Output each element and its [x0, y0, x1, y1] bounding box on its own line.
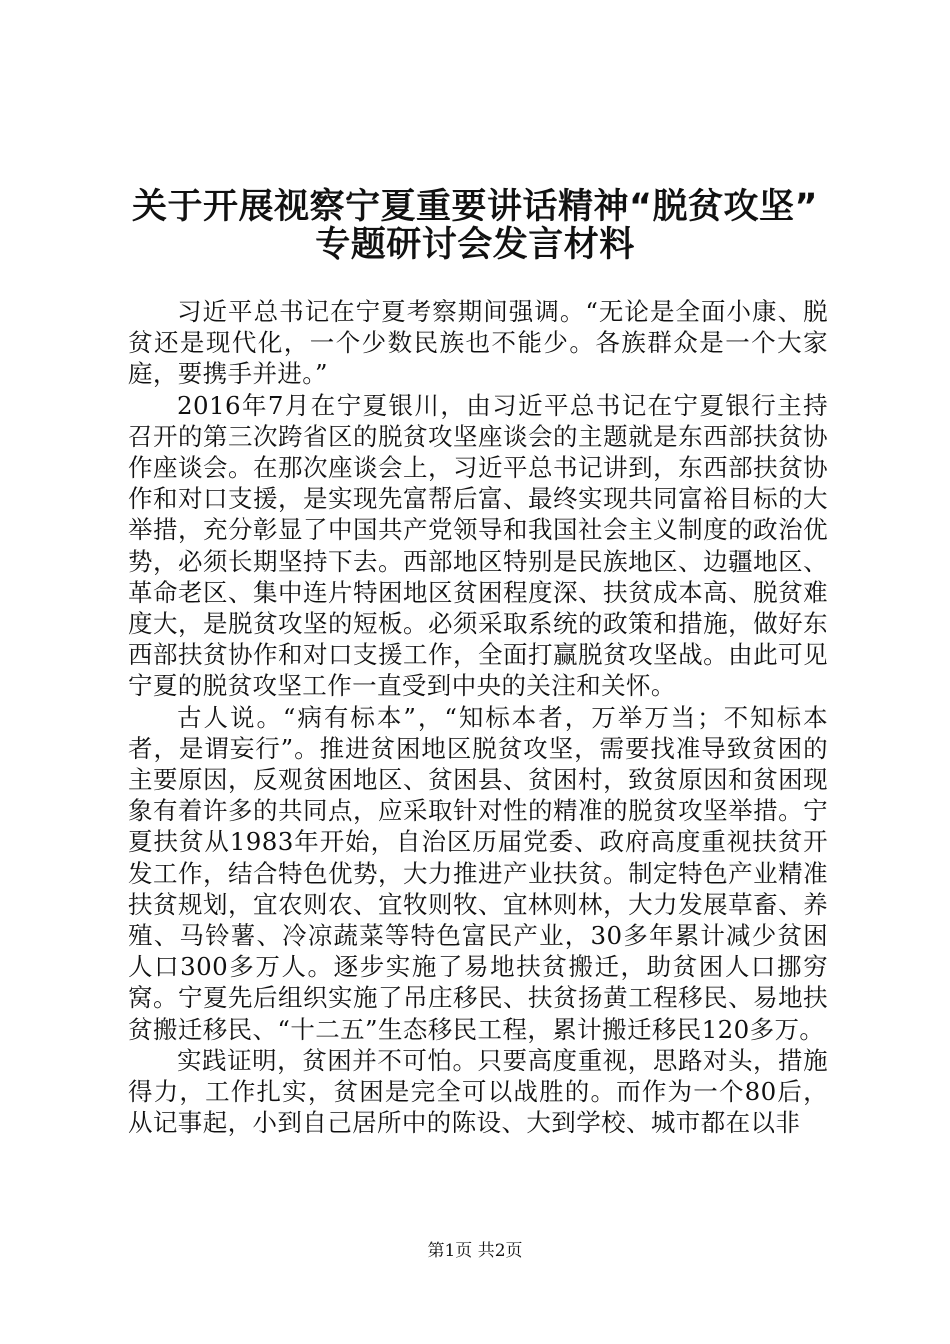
paragraph: 习近平总书记在宁夏考察期间强调。“无论是全面小康、脱贫还是现代化，一个少数民族也不能少。各族群众是一个大家庭，要携手并进。” [128, 297, 828, 389]
paragraph: 实践证明，贫困并不可怕。只要高度重视，思路对头，措施得力，工作扎实，贫困是完全可以战胜的。而作为一个80后，从记事起，小到自己居所中的陈设、大到学校、城市都在以非 [128, 1045, 828, 1138]
document-body [128, 296, 828, 1138]
paragraph: 2016年7月在宁夏银川，由习近平总书记在宁夏银行主持召开的第三次跨省区的脱贫攻坚座谈会的主题就是东西部扶贫协作座谈会。在那次座谈会上，习近平总书记讲到，东西部扶贫协作和对口支援，是实现先富帮后富、最终实现共同富裕目标的大举措，充分彰显了中国共产党领导和我国社会主义制度的政治优势，必须长期坚持下去。西部地区特别是民族地区、边疆地区、革命老区、集中连片特困地区贫困程度深、扶贫成本高、脱贫难度大，是脱贫攻坚的短板。必须采取系统的政策和措施，做好东西部扶贫协作和对口支援工作，全面打赢脱贫攻坚战。由此可见宁夏的脱贫攻坚工作一直受到中央的关注和关怀。 [128, 390, 828, 701]
document-title-line-1: 关于开展视察宁夏重要讲话精神“脱贫攻坚” [131, 187, 818, 227]
paragraph: 古人说。“病有标本”，“知标本者，万举万当；不知标本者，是谓妄行”。推进贫困地区脱贫攻坚，需要找准导致贫困的主要原因，反观贫困地区、贫困县、贫困村，致贫原因和贫困现象有着许多的共同点，应采取针对性的精准的脱贫攻坚举措。宁夏扶贫从1983年开始，自治区历届党委、政府高度重视扶贫开发工作，结合特色优势，大力推进产业扶贫。制定特色产业精准扶贫规划，宜农则农、宜牧则牧、宜林则林，大力发展草畜、养殖、马铃薯、冷凉蔬菜等特色富民产业，30多年累计减少贫困人口300多万人。逐步实施了易地扶贫搬迁，助贫困人口挪穷窝。宁夏先后组织实施了吊庄移民、扶贫扬黄工程移民、易地扶贫搬迁移民、“十二五”生态移民工程，累计搬迁移民120多万。 [128, 702, 828, 1044]
document-title-line-2: 专题研讨会发言材料 [315, 225, 635, 265]
page-number-footer: 第1页 共2页 [427, 1241, 523, 1261]
